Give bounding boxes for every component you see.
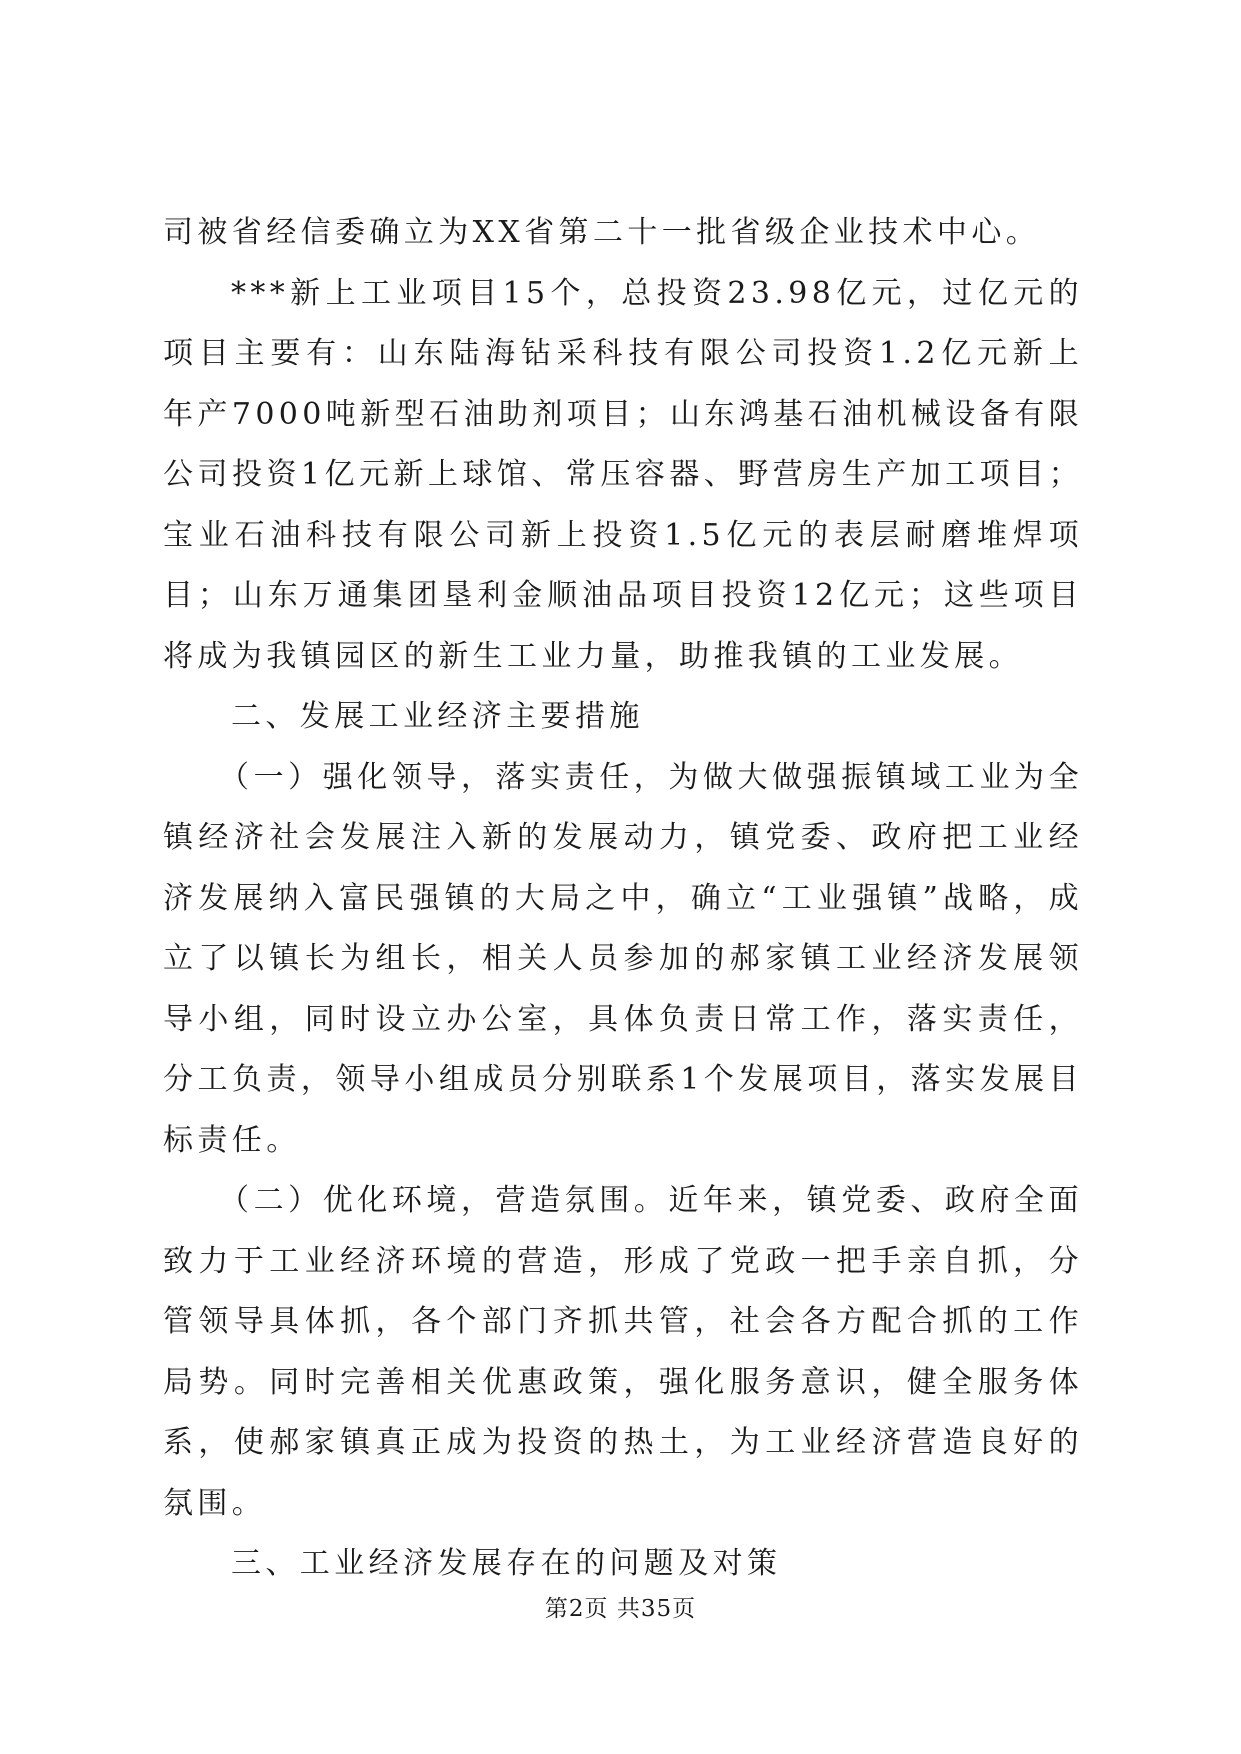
paragraph-continuation: 司被省经信委确立为XX省第二十一批省级企业技术中心。 [163,215,1041,250]
document-body [163,203,1083,1595]
page-number-footer: 第2页 共35页 [544,1596,697,1622]
section-heading-measures: 二、发展工业经济主要措施 [231,699,644,734]
paragraph-new-projects: ***新上工业项目15个，总投资23.98亿元，过亿元的项目主要有：山东陆海钻采科技有限公司投资1.2亿元新上年产7000吨新型石油助剂项目；山东鸿基石油机械设备有限公司投资1亿元新上球馆、常压容器、野营房生产加工项目；宝业石油科技有限公司新上投资1.5亿元的表层耐磨堆焊项目；山东万通集团垦利金顺油品项目投资12亿元；这些项目将成为我镇园区的新生工业力量，助推我镇的工业发展。 [163,275,1083,674]
paragraph-environment: （二）优化环境，营造氛围。近年来，镇党委、政府全面致力于工业经济环境的营造，形成了党政一把手亲自抓，分管领导具体抓，各个部门齐抓共管，社会各方配合抓的工作局势。同时完善相关优惠政策，强化服务意识，健全服务体系，使郝家镇真正成为投资的热土，为工业经济营造良好的氛围。 [163,1183,1083,1521]
paragraph-leadership: （一）强化领导，落实责任，为做大做强振镇域工业为全镇经济社会发展注入新的发展动力，镇党委、政府把工业经济发展纳入富民强镇的大局之中，确立“工业强镇”战略，成立了以镇长为组长，相关人员参加的郝家镇工业经济发展领导小组，同时设立办公室，具体负责日常工作，落实责任，分工负责，领导小组成员分别联系1个发展项目，落实发展目标责任。 [163,759,1083,1158]
section-heading-problems: 三、工业经济发展存在的问题及对策 [231,1546,782,1581]
